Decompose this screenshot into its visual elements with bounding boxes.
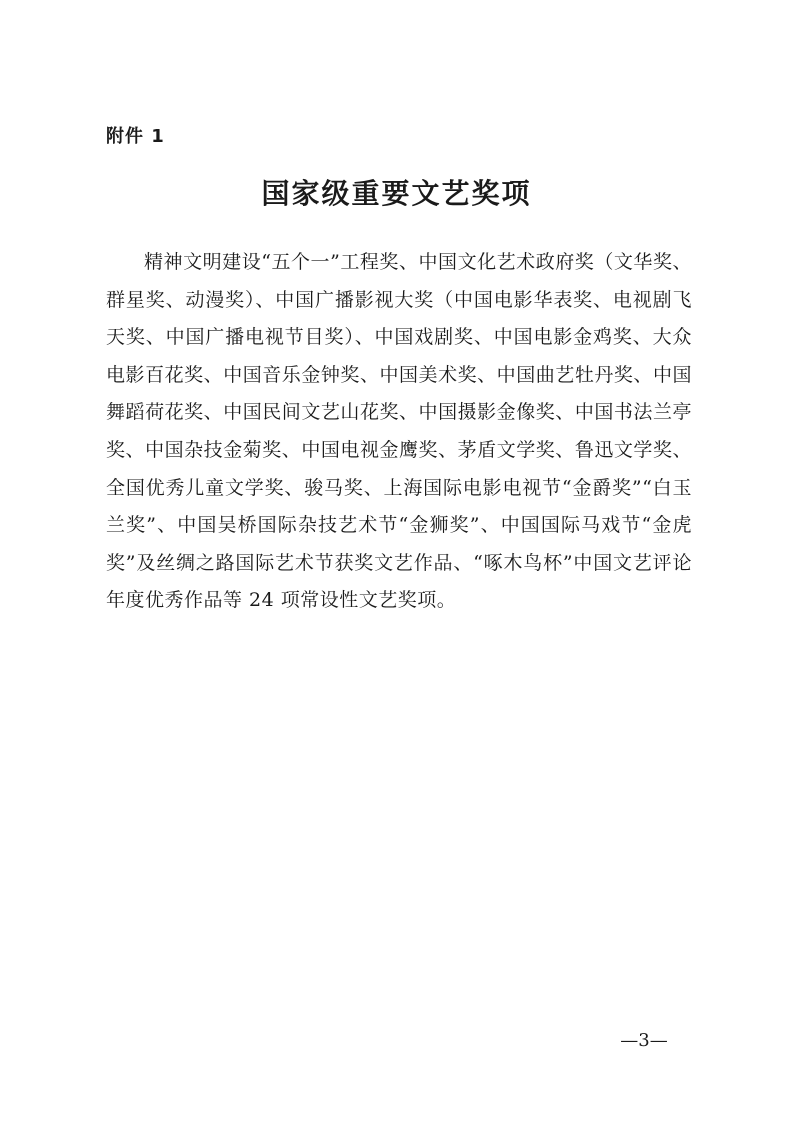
- page-number: —3—: [620, 1030, 668, 1051]
- attachment-label: 附件 1: [106, 126, 165, 147]
- body-paragraph: 精神文明建设“五个一”工程奖、中国文化艺术政府奖（文华奖、群星奖、动漫奖）、中国广播影视大奖（中国电影华表奖、电视剧飞天奖、中国广播电视节目奖）、中国戏剧奖、中国电影金鸡奖、大众电影百花奖、中国音乐金钟奖、中国美术奖、中国曲艺牡丹奖、中国舞蹈荷花奖、中国民间文艺山花奖、中国摄影金像奖、中国书法兰亭奖、中国杂技金菊奖、中国电视金鹰奖、茅盾文学奖、鲁迅文学奖、全国优秀儿童文学奖、骏马奖、上海国际电影电视节“金爵奖”“白玉兰奖”、中国吴桥国际杂技艺术节“金狮奖”、中国国际马戏节“金虎奖”及丝绸之路国际艺术节获奖文艺作品、“啄木鸟杯”中国文艺评论年度优秀作品等 24 项常设性文艺奖项。: [106, 251, 692, 612]
- document-title: 国家级重要文艺奖项: [261, 177, 532, 210]
